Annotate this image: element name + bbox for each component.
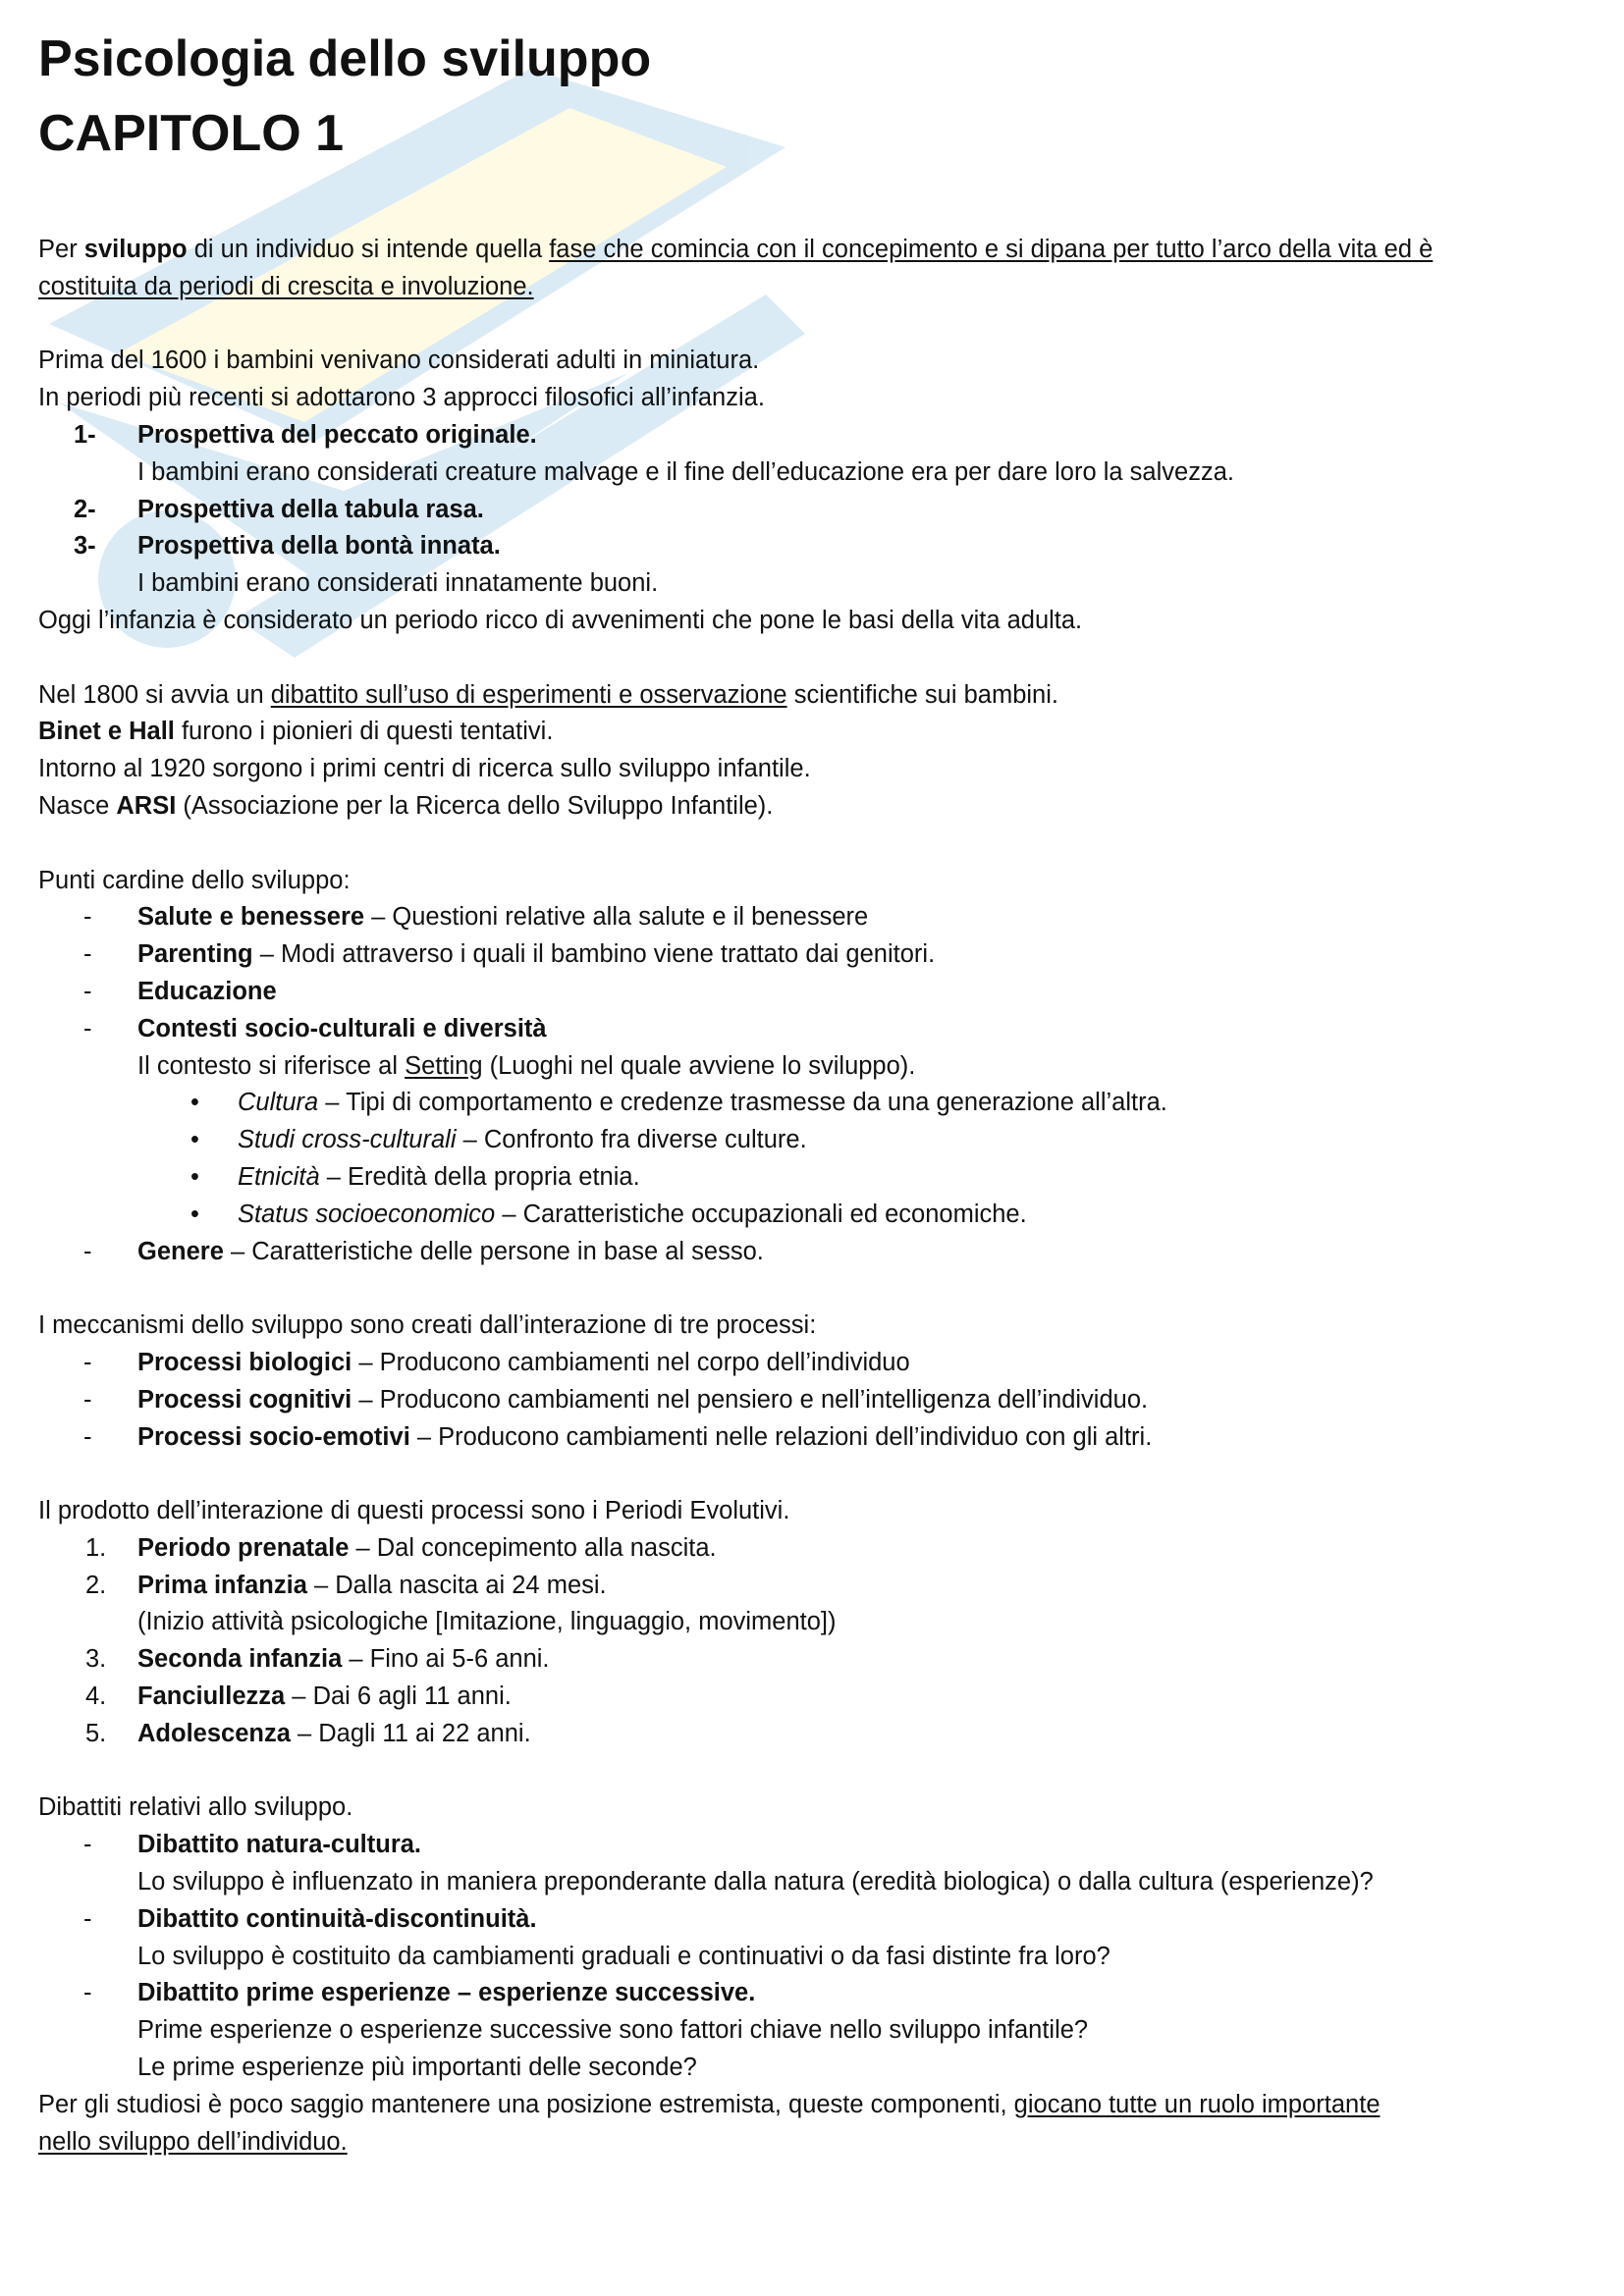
list-item: - Contesti socio-culturali e diversità [83, 1014, 547, 1042]
list-item: 3. Seconda infanzia – Fino ai 5-6 anni. [85, 1645, 550, 1674]
list-item: - Dibattito natura-cultura. [83, 1831, 422, 1859]
list-item: - Processi biologici – Producono cambiamenti nel corpo dell’individuo [83, 1348, 910, 1376]
cardinal-points-section: Punti cardine dello sviluppo: - Salute e benessere – Questioni relative alla salute e il benessere - Parenting – Modi attraverso i quali il bambino viene trattato dai genitori. - Educazione - Contesti socio-culturali e diversità Il contesto si riferisce al Setting (Luoghi nel quale avviene lo sviluppo). • Cultura – Tipi di comportamento e credenze trasmesse da una generazione all’altra. • Studi cross-culturali – Confronto fra diverse culture. • Etnicità – Eredità della propria etnia. • Status socioeconomico – Caratteristiche occupazionali ed economiche. - Genere – Caratteristiche delle persone in base al sesso. [38, 863, 1590, 1271]
bullet-icon: • [190, 1126, 199, 1154]
title-main: Psicologia dello sviluppo [38, 30, 652, 87]
periods-section: Il prodotto dell’interazione di questi processi sono i Periodi Evolutivi. 1. Periodo prenatale – Dal concepimento alla nascita. 2. Prima infanzia – Dalla nascita ai 24 mesi. (Inizio attività psicologiche [Imitazione, linguaggio, movimento]) 3. Seconda infanzia – Fino ai 5-6 anni. 4. Fanciullezza – Dai 6 agli 11 anni. 5. Adolescenza – Dagli 11 ai 22 anni. [38, 1493, 1590, 1753]
history-section: Prima del 1600 i bambini venivano considerati adulti in miniatura. In periodi più recenti si adottarono 3 approcci filosofici all’infanzia. 1- Prospettiva del peccato originale. I bambini erano considerati creature malvage e il fine dell’educazione era per dare loro la salvezza. 2- Prospettiva della tabula rasa. 3- Prospettiva della bontà innata. I bambini erano considerati innatamente buoni. Oggi l’infanzia è considerato un periodo ricco di avvenimenti che pone le basi della vita adulta. [38, 343, 1590, 639]
debates-section: Dibattiti relativi allo sviluppo. - Dibattito natura-cultura. Lo sviluppo è influenzato in maniera preponderante dalla natura (eredità biologica) o dalla cultura (esperienze)? - Dibattito continuità-discontinuità. Lo sviluppo è costituito da cambiamenti graduali e continuativi o da fasi distinte fra loro? - Dibattito prime esperienze – esperienze successive. Prime esperienze o esperienze successive sono fattori chiave nello sviluppo infantile? Le prime esperienze più importanti delle seconde? Per gli studiosi è poco saggio mantenere una posizione estremista, queste componenti, giocano tutte un ruolo importante nello sviluppo dell’individuo. [38, 1789, 1590, 2161]
list-item: - Educazione [83, 977, 277, 1005]
bullet-icon: • [190, 1162, 199, 1191]
list-item: 4. Fanciullezza – Dai 6 agli 11 anni. [85, 1682, 512, 1711]
list-item: 2- Prospettiva della tabula rasa. [74, 495, 484, 523]
list-item: - Dibattito prime esperienze – esperienze successive. [83, 1979, 756, 2007]
list-item: 5. Adolescenza – Dagli 11 ai 22 anni. [85, 1719, 531, 1747]
list-item: - Dibattito continuità-discontinuità. [83, 1904, 537, 1933]
list-item: 1. Periodo prenatale – Dal concepimento alla nascita. [85, 1533, 717, 1562]
sub-list-item: • Etnicità – Eredità della propria etnia. [38, 1159, 1590, 1197]
list-item: 3- Prospettiva della bontà innata. [74, 532, 501, 561]
sub-list-item: • Cultura – Tipi di comportamento e credenze trasmesse da una generazione all’altra. [38, 1085, 1590, 1122]
intro-paragraph: Per sviluppo di un individuo si intende quella fase che comincia con il concepimento e si dipana per tutto l’arco della vita ed è costituita da periodi di crescita e involuzione. [38, 236, 1434, 300]
mechanisms-section: I meccanismi dello sviluppo sono creati dall’interazione di tre processi: - Processi biologici – Producono cambiamenti nel corpo dell’individuo - Processi cognitivi – Producono cambiamenti nel pensiero e nell’intelligenza dell’individuo. - Processi socio-emotivi – Producono cambiamenti nelle relazioni dell’individuo con gli altri. [38, 1308, 1590, 1456]
list-item: - Processi cognitivi – Producono cambiamenti nel pensiero e nell’intelligenza dell’individuo. [83, 1385, 1149, 1414]
document-body [38, 232, 1590, 2161]
list-item: - Genere – Caratteristiche delle persone in base al sesso. [83, 1237, 764, 1265]
sub-list-item: • Studi cross-culturali – Confronto fra diverse culture. [38, 1122, 1590, 1159]
list-item: - Salute e benessere – Questioni relative alla salute e il benessere [83, 903, 869, 932]
list-item: 2. Prima infanzia – Dalla nascita ai 24 mesi. [85, 1571, 607, 1599]
bullet-icon: • [190, 1089, 199, 1117]
title-chapter: CAPITOLO 1 [38, 105, 345, 162]
list-item: - Parenting – Modi attraverso i quali il bambino viene trattato dai genitori. [83, 940, 936, 969]
bullet-icon: • [190, 1200, 199, 1228]
document-page [38, 22, 1590, 2161]
sub-list-item: • Status socioeconomico – Caratteristiche occupazionali ed economiche. [38, 1197, 1590, 1234]
list-item: - Processi socio-emotivi – Producono cambiamenti nelle relazioni dell’individuo con gli altri. [83, 1422, 1153, 1451]
research-section: Nel 1800 si avvia un dibattito sull’uso di esperimenti e osservazione scientifiche sui bambini. Binet e Hall furono i pionieri di questi tentativi. Intorno al 1920 sorgono i primi centri di ricerca sullo sviluppo infantile. Nasce ARSI (Associazione per la Ricerca dello Sviluppo Infantile). [38, 680, 1058, 820]
list-item: 1- Prospettiva del peccato originale. [74, 420, 537, 449]
